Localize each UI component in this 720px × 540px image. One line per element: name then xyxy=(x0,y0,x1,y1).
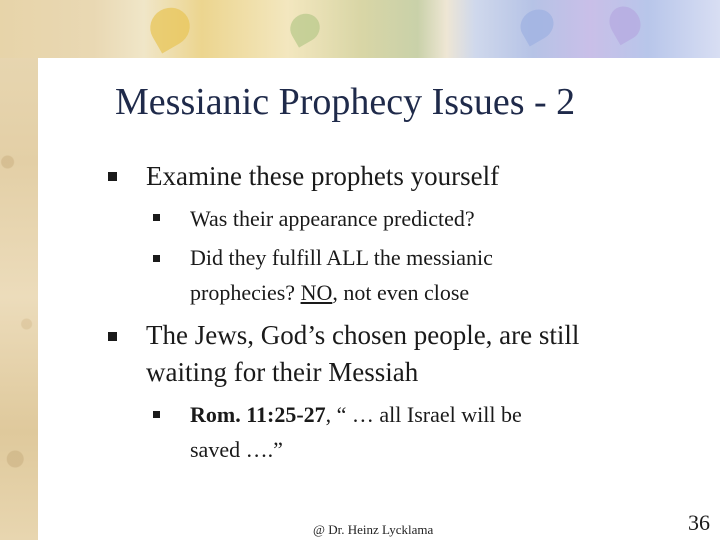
page-number: 36 xyxy=(688,510,710,535)
bullet-1-sub-2-line2-post: , not even close xyxy=(332,280,470,305)
bullet-1-text: Examine these prophets yourself xyxy=(146,161,500,191)
slide-footer: @ Dr. Heinz Lycklama xyxy=(313,522,434,537)
bullet-2-sub-1-line1-rest: , “ … all Israel will be xyxy=(325,402,522,427)
bullet-1-sub-1: Was their appearance predicted? xyxy=(190,206,475,231)
bullet-2-line1: The Jews, God’s chosen people, are still xyxy=(146,320,580,350)
sub-bullet-marker xyxy=(153,214,160,221)
bullet-2-sub-1-line2: saved ….” xyxy=(190,437,283,462)
bullet-2-text xyxy=(146,317,579,391)
slide-title: Messianic Prophecy Issues - 2 xyxy=(115,81,576,123)
bullet-marker xyxy=(108,332,117,341)
bullet-marker xyxy=(108,172,117,181)
scripture-reference: Rom. 11:25-27 xyxy=(190,402,326,427)
bullet-2-line2: waiting for their Messiah xyxy=(146,357,419,387)
sub-bullet-marker xyxy=(153,411,160,418)
leaf-decoration xyxy=(285,8,325,47)
leaf-decoration xyxy=(515,4,559,47)
leaf-decoration xyxy=(143,1,197,54)
sub-bullet-marker xyxy=(153,255,160,262)
leaf-decoration xyxy=(604,1,647,45)
bullet-1-sub-2-line2-pre: prophecies? xyxy=(190,280,301,305)
bullet-1-sub-2 xyxy=(190,240,493,310)
bullet-2-sub-1 xyxy=(190,397,522,467)
underlined-no: NO xyxy=(300,280,333,305)
bullet-1-sub-2-line1: Did they fulfill ALL the messianic xyxy=(190,245,493,270)
decorative-floral-banner xyxy=(0,0,720,58)
decorative-parchment-strip xyxy=(0,0,38,540)
